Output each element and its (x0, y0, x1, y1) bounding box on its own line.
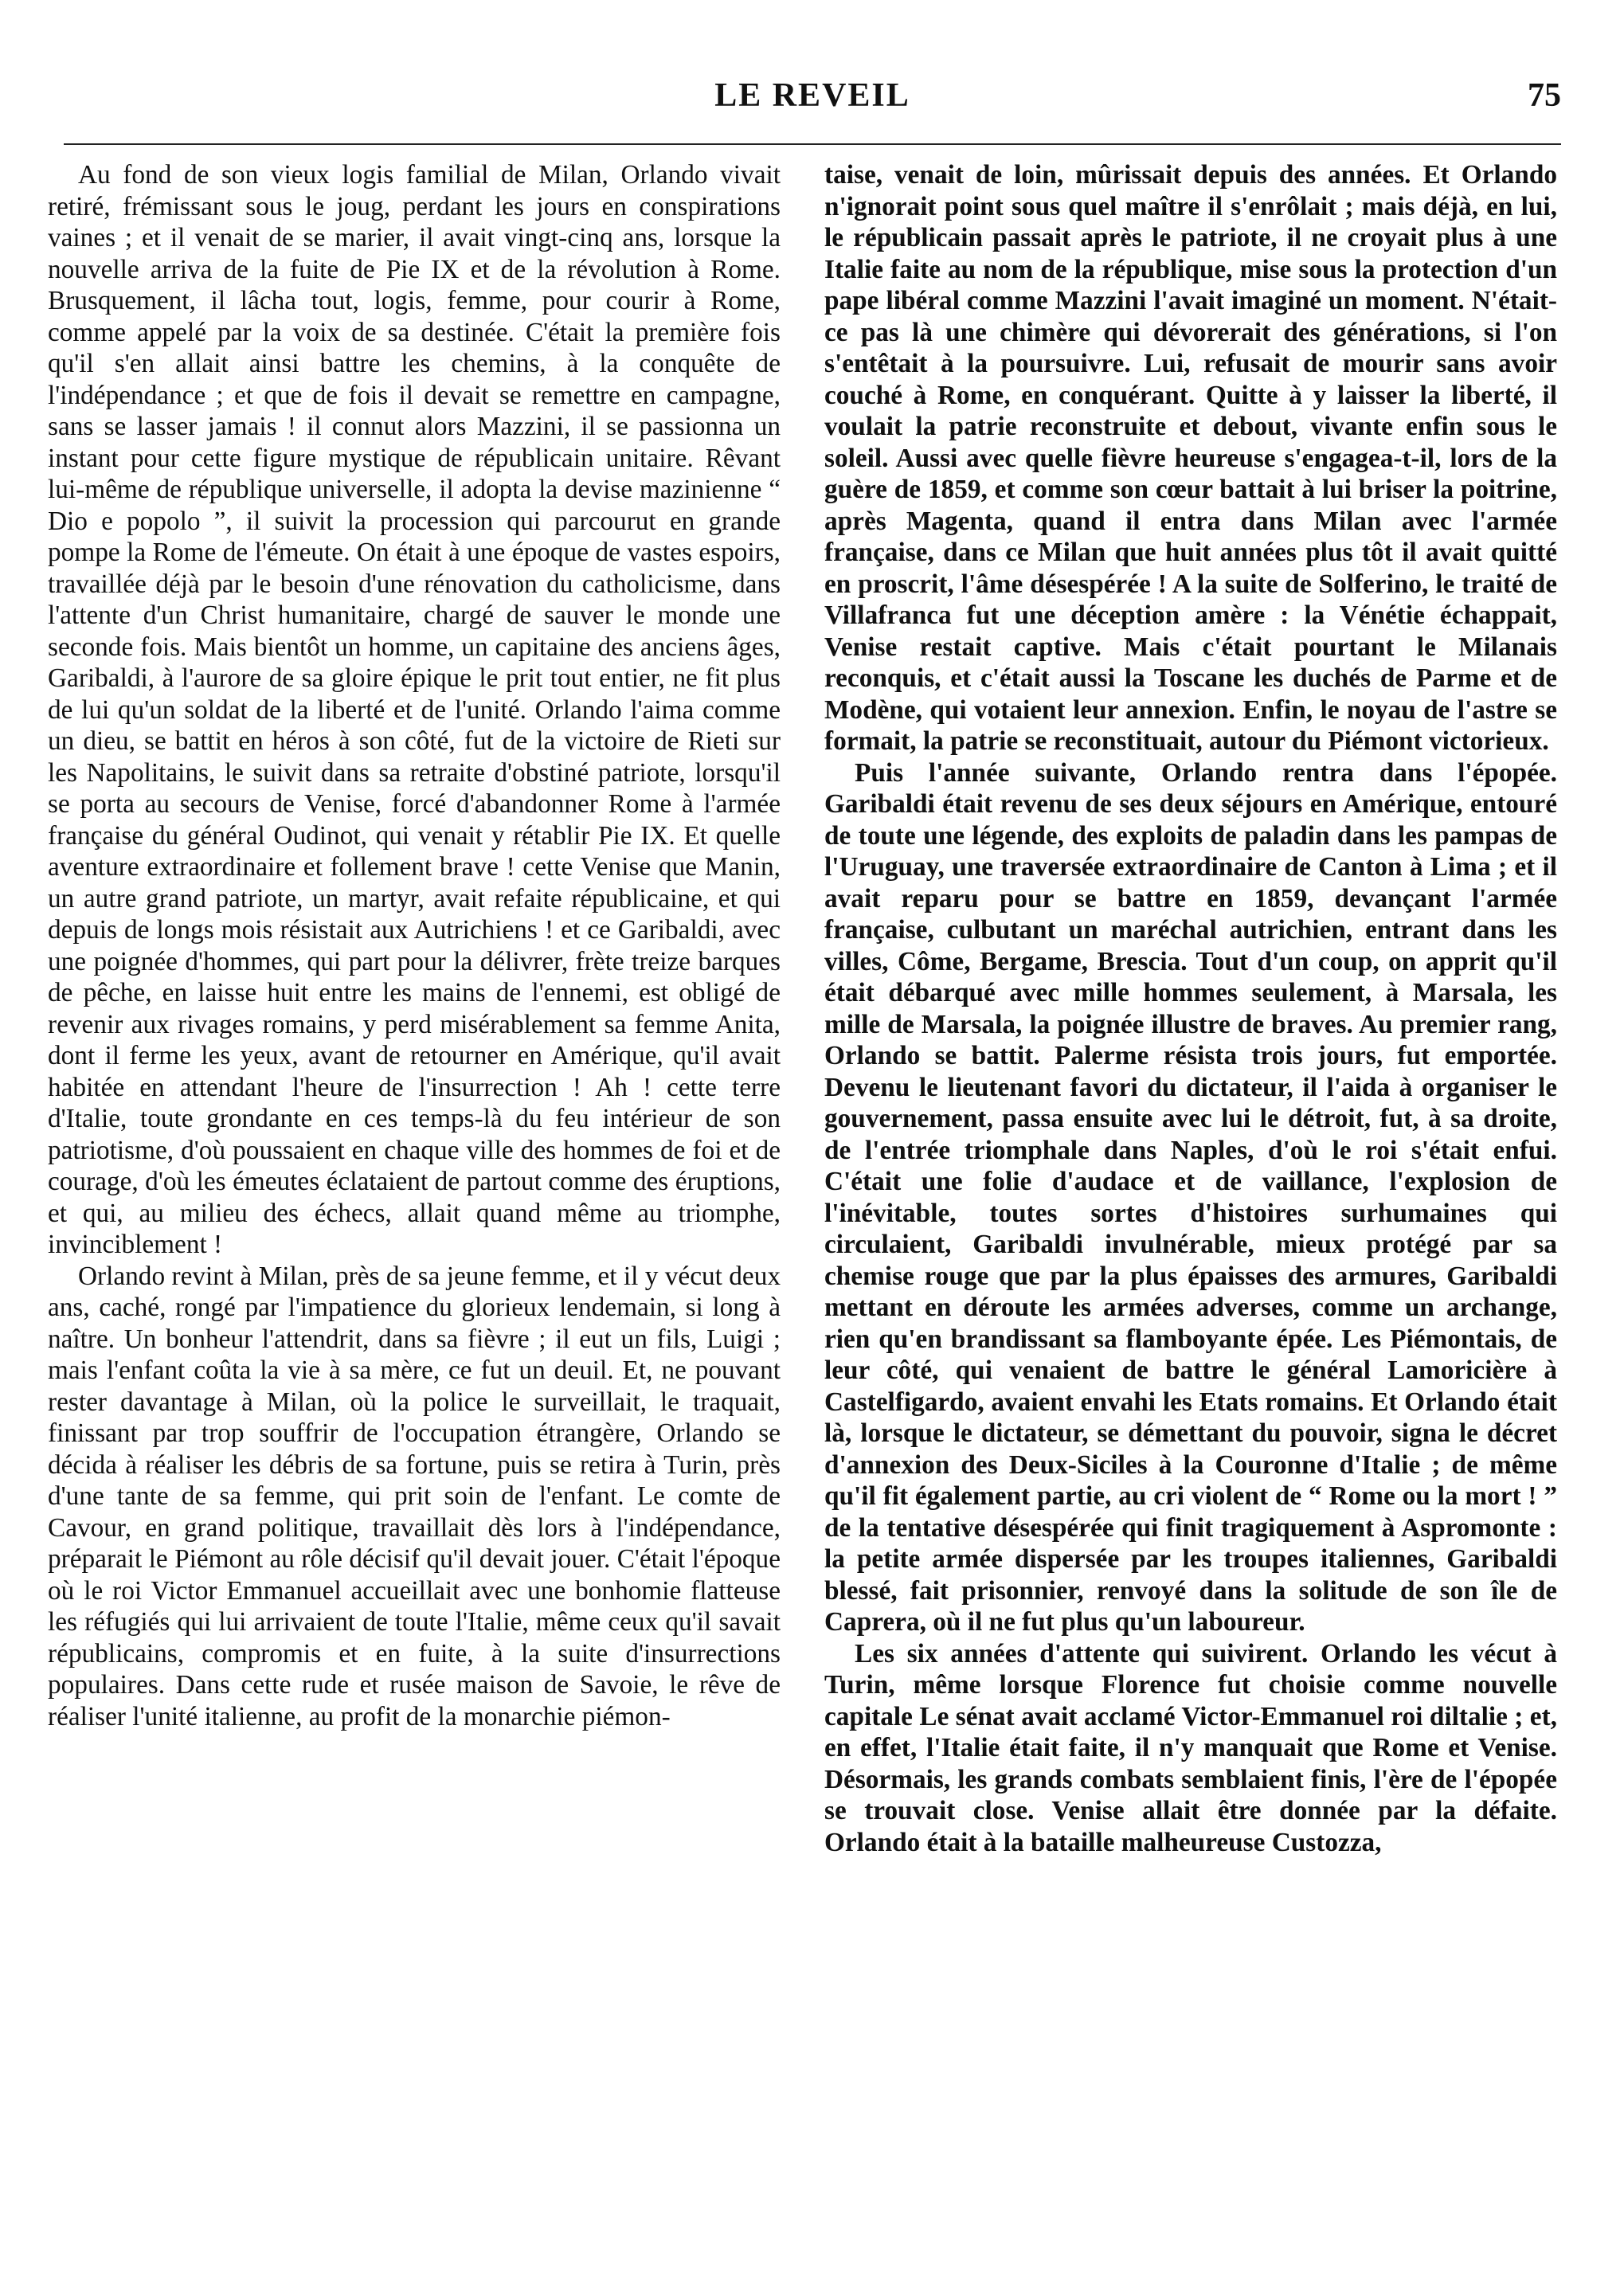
page-header (64, 76, 1561, 132)
paragraph-2: Orlando revint à Milan, près de sa jeune femme, et il y vécut deux ans, caché, rongé par l'impatience du glorieux lendemain, si long à naître. Un bonheur l'attendrit, dans sa fièvre ; il eut un fils, Luigi ; mais l'enfant coûta la vie à sa mère, ce fut un deuil. Et, ne pouvant rester davantage à Milan, où la police le surveillait, le traquait, finissant par trop souffrir de l'occupation étrangère, Orlando se décida à réaliser les débris de sa fortune, puis se retira à Turin, près d'une tante de sa femme, qui prit soin de l'enfant. Le comte de Cavour, en grand politique, travaillait dès lors à l'indépendance, préparait le Piémont au rôle décisif qu'il devait jouer. C'était l'époque où le roi Victor Emmanuel accueillait avec une bonhomie flatteuse les réfugiés qui lui arrivaient de toute l'Italie, même ceux qu'il savait républicains, compromis et en fuite, à la suite d'insurrections populaires. Dans cette rude et rusée maison de Savoie, le rêve de réaliser l'unité italienne, au profit de la monarchie piémon- (48, 1261, 781, 1731)
page-number: 75 (1528, 77, 1561, 114)
paragraph-4: Puis l'année suivante, Orlando rentra dans l'épopée. Garibaldi était revenu de ses deux séjours en Amérique, entouré de toute une légende, des exploits de paladin dans les pampas de l'Uruguay, une traversée extraordinaire de Canton à Lima ; et il avait reparu pour se battre en 1859, devançant l'armée française, culbutant un maréchal autrichien, entrant dans les villes, Côme, Bergame, Brescia. Tout d'un coup, on apprit qu'il était débarqué avec mille hommes seulement, à Marsala, les mille de Marsala, la poignée illustre de braves. Au premier rang, Orlando se battit. Palerme résista trois jours, fut emportée. Devenu le lieutenant favori du dictateur, il l'aida à organiser le gouvernement, passa ensuite avec lui le détroit, fut, à sa droite, de l'entrée triomphale dans Naples, d'où le roi s'était enfui. C'était une folie d'audace et de vaillance, l'explosion de l'inévitable, toutes sortes d'histoires surhumaines qui circulaient, Garibaldi invulnérable, mieux protégé par sa chemise rouge que par la plus épaisses des armures, Garibaldi mettant en déroute les armées adverses, comme un archange, rien qu'en brandissant sa flamboyante épée. Les Piémontais, de leur côté, qui venaient de battre le général Lamoricière à Castelfigardo, avaient envahi les Etats romains. Et Orlando était là, lorsque le dictateur, se démettant du pouvoir, signa le décret d'annexion des Deux-Siciles à la Couronne d'Italie ; de même qu'il fit également partie, au cri violent de “ Rome ou la mort ! ” de la tentative désespérée qui finit tragiquement à Aspromonte : la petite armée dispersée par les troupes italiennes, Garibaldi blessé, fait prisonnier, renvoyé dans la solitude de son île de Caprera, où il ne fut plus qu'un laboureur. (824, 757, 1557, 1637)
running-title: LE REVEIL (714, 77, 910, 114)
left-column (48, 159, 781, 2222)
paragraph-5: Les six années d'attente qui suivirent. Orlando les vécut à Turin, même lorsque Florence fut choisie comme nouvelle capitale Le sénat avait acclamé Victor-Emmanuel roi diltalie ; et, en effet, l'Italie était faite, il n'y manquait que Rome et Venise. Désormais, les grands combats semblaient finis, l'ère de l'épopée se trouvait close. Venise allait être donnée par la défaite. Orlando était à la bataille malheureuse Custozza, (824, 1638, 1557, 1857)
paragraph-3-continued: taise, venait de loin, mûrissait depuis des années. Et Orlando n'ignorait point sous quel maître il s'enrôlait ; mais déjà, en lui, le républicain passait après le patriote, il ne croyait plus à une Italie faite au nom de la république, mise sous la protection d'un pape libéral comme Mazzini l'avait imaginé un moment. N'était-ce pas là une chimère qui dévorerait des générations, si l'on s'entêtait à la poursuivre. Lui, refusait de mourir sans avoir couché à Rome, en conquérant. Quitte à y laisser la liberté, il voulait la patrie reconstruite et debout, vivante enfin sous le soleil. Aussi avec quelle fièvre heureuse s'engagea-t-il, lors de la guère de 1859, et comme son cœur battait à lui briser la poitrine, après Magenta, quand il entra dans Milan avec l'armée française, dans ce Milan que huit années plus tôt il avait quitté en proscrit, l'âme désespérée ! A la suite de Solferino, le traité de Villafranca fut une déception amère : la Vénétie échappait, Venise restait captive. Mais c'était pourtant le Milanais reconquis, et c'était aussi la Toscane les duchés de Parme et de Modène, qui votaient leur annexion. Enfin, le noyau de l'astre se formait, la patrie se reconstituait, autour du Piémont victorieux. (824, 160, 1557, 756)
paragraph-1: Au fond de son vieux logis familial de Milan, Orlando vivait retiré, frémissant sous le joug, perdant les jours en conspirations vaines ; et il venait de se marier, il avait vingt-cinq ans, lorsque la nouvelle arriva de la fuite de Pie IX et de la révolution à Rome. Brusquement, il lâcha tout, logis, femme, pour courir à Rome, comme appelé par la voix de sa destinée. C'était la première fois qu'il s'en allait ainsi battre les chemins, à la conquête de l'indépendance ; et que de fois il devait se remettre en campagne, sans se lasser jamais ! il connut alors Mazzini, il se passionna un instant pour cette figure mystique de républicain unitaire. Rêvant lui-même de république universelle, il adopta la devise mazinienne “ Dio e popolo ”, il suivit la procession qui parcourut en grande pompe la Rome de l'émeute. On était à une époque de vastes espoirs, travaillée déjà par le besoin d'une rénovation du catholicisme, dans l'attente d'un Christ humanitaire, chargé de sauver le monde une seconde fois. Mais bientôt un homme, un capitaine des anciens âges, Garibaldi, à l'aurore de sa gloire épique le prit tout entier, ne fit plus de lui qu'un soldat de la liberté et de l'unité. Orlando l'aima comme un dieu, se battit en héros à son côté, fut de la victoire de Rieti sur les Napolitains, le suivit dans sa retraite d'obstiné patriote, lorsqu'il se porta au secours de Venise, forcé d'abandonner Rome à l'armée française du général Oudinot, qui venait y rétablir Pie IX. Et quelle aventure extraordinaire et follement brave ! cette Venise que Manin, un autre grand patriote, un martyr, avait refaite républicaine, et qui depuis de longs mois résistait aux Autrichiens ! et ce Garibaldi, avec une poignée d'hommes, qui part pour la délivrer, frète treize barques de pêche, en laisse huit entre les mains de l'ennemi, est obligé de revenir aux rivages romains, y perd misérablement sa femme Anita, dont il ferme les yeux, avant de retourner en Amérique, qu'il avait habitée en attendant l'heure de l'insurrection ! Ah ! cette terre d'Italie, toute grondante en ces temps-là du feu intérieur de son patriotisme, d'où poussaient en chaque ville des hommes de foi et de courage, d'où les émeutes éclataient de partout comme des éruptions, et qui, au milieu des échecs, allait quand même au triomphe, invinciblement ! (48, 160, 781, 1259)
right-column (824, 159, 1557, 2222)
header-rule (64, 143, 1561, 145)
